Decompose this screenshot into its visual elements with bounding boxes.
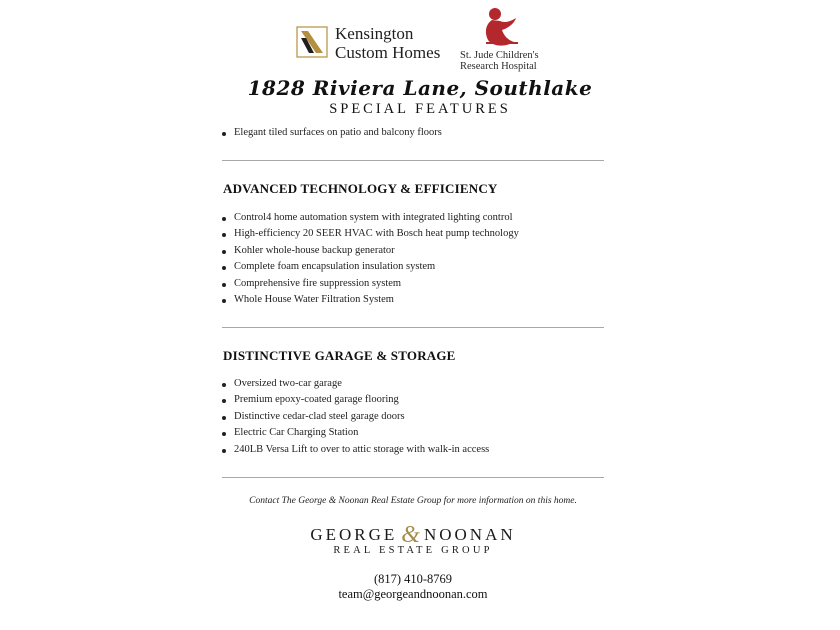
- charity-logo-line1: St. Jude Children's: [460, 50, 539, 61]
- section-divider: [222, 327, 604, 328]
- section-divider: [222, 477, 604, 478]
- header: [0, 0, 840, 75]
- contact-email[interactable]: team@georgeandnoonan.com: [338, 587, 488, 601]
- st-jude-child-figure-icon: [478, 6, 522, 50]
- list-item: Electric Car Charging Station: [234, 425, 489, 441]
- garage-feature-list: [234, 376, 489, 458]
- brand-ampersand: &: [401, 522, 420, 548]
- brand-left: GEORGE: [310, 525, 398, 544]
- list-item: Oversized two-car garage: [234, 376, 489, 392]
- contact-phone[interactable]: (817) 410-8769: [373, 572, 453, 586]
- kensington-logo-text: [335, 24, 440, 62]
- intro-feature-list: [234, 125, 442, 141]
- section-heading-technology: ADVANCED TECHNOLOGY & EFFICIENCY: [223, 181, 498, 196]
- page-subtitle: SPECIAL FEATURES: [329, 101, 511, 117]
- list-item: Complete foam encapsulation insulation system: [234, 259, 519, 275]
- builder-logo-line1: Kensington: [335, 24, 414, 43]
- property-title: 1828 Riviera Lane, Southlake: [247, 76, 593, 100]
- brand-subtitle: REAL ESTATE GROUP: [333, 545, 493, 556]
- list-item: High-efficiency 20 SEER HVAC with Bosch heat pump technology: [234, 226, 519, 242]
- st-jude-logo-text: [460, 50, 539, 72]
- builder-logo-line2: Custom Homes: [335, 43, 441, 62]
- charity-logo-line2: Research Hospital: [460, 61, 537, 72]
- list-item: Control4 home automation system with integrated lighting control: [234, 210, 519, 226]
- list-item: Distinctive cedar-clad steel garage doors: [234, 409, 489, 425]
- list-item: Kohler whole-house backup generator: [234, 243, 519, 259]
- section-heading-garage: DISTINCTIVE GARAGE & STORAGE: [223, 348, 456, 363]
- list-item: Comprehensive fire suppression system: [234, 276, 519, 292]
- st-jude-logo: [458, 6, 538, 70]
- contact-note: Contact The George & Noonan Real Estate Group for more information on this home.: [249, 496, 577, 506]
- section-divider: [222, 160, 604, 161]
- brand-right: NOONAN: [423, 525, 516, 544]
- technology-feature-list: [234, 210, 519, 308]
- list-item: Whole House Water Filtration System: [234, 292, 519, 308]
- list-item: Premium epoxy-coated garage flooring: [234, 392, 489, 408]
- list-item: 240LB Versa Lift to over to attic storage with walk-in access: [234, 442, 489, 458]
- kensington-logo-icon: [296, 26, 328, 58]
- list-item: Elegant tiled surfaces on patio and balcony floors: [234, 125, 442, 141]
